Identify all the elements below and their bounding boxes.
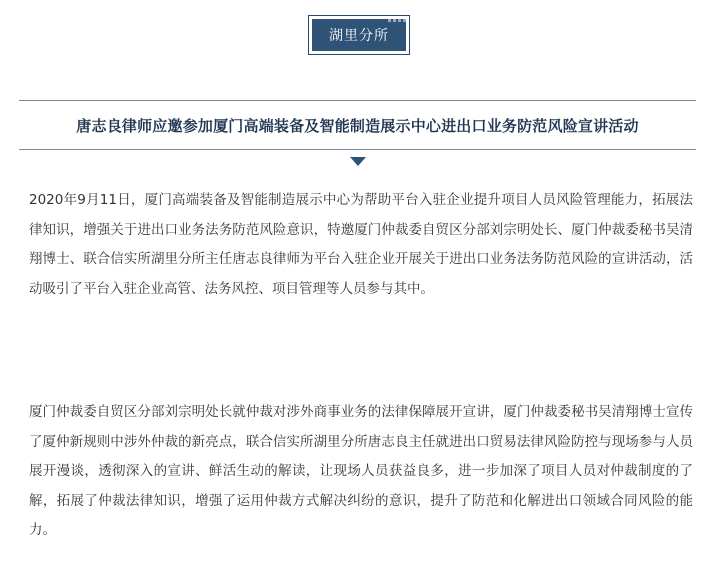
article-title: 唐志良律师应邀参加厦门高端装备及智能制造展示中心进出口业务防范风险宣讲活动 bbox=[76, 116, 639, 135]
article-paragraph-2: 厦门仲裁委自贸区分部刘宗明处长就仲裁对涉外商事业务的法律保障展开宣讲，厦门仲裁委秘书吴清翔博士宣传了厦仲新规则中涉外仲裁的新亮点，联合信实所湖里分所唐志良主任就进出口贸易法律风险防控与现场参与人员展开漫谈，透彻深入的宣讲、鲜活生动的解读，让现场人员获益良多，进一步加深了项目人员对仲裁制度的了解，拓展了仲裁法律知识，增强了运用仲裁方式解决纠纷的意识，提升了防范和化解进出口领域合同风险的能力。 bbox=[29, 404, 693, 538]
branch-badge-label: 湖里分所 bbox=[312, 19, 406, 51]
article-title-block bbox=[19, 100, 696, 150]
down-triangle-icon bbox=[350, 157, 366, 166]
article-paragraph-1: 2020年9月11日，厦门高端装备及智能制造展示中心为帮助平台入驻企业提升项目人员风险管理能力，拓展法律知识，增强关于进出口业务法务防范风险意识，特邀厦门仲裁委自贸区分部刘宗明处长、厦门仲裁委秘书吴清翔博士、联合信实所湖里分所主任唐志良律师为平台入驻企业开展关于进出口业务法务防范风险的宣讲活动，活动吸引了平台入驻企业高管、法务风控、项目管理等人员参与其中。 bbox=[29, 192, 693, 297]
badge-decoration bbox=[388, 19, 406, 22]
branch-badge[interactable] bbox=[308, 15, 410, 55]
